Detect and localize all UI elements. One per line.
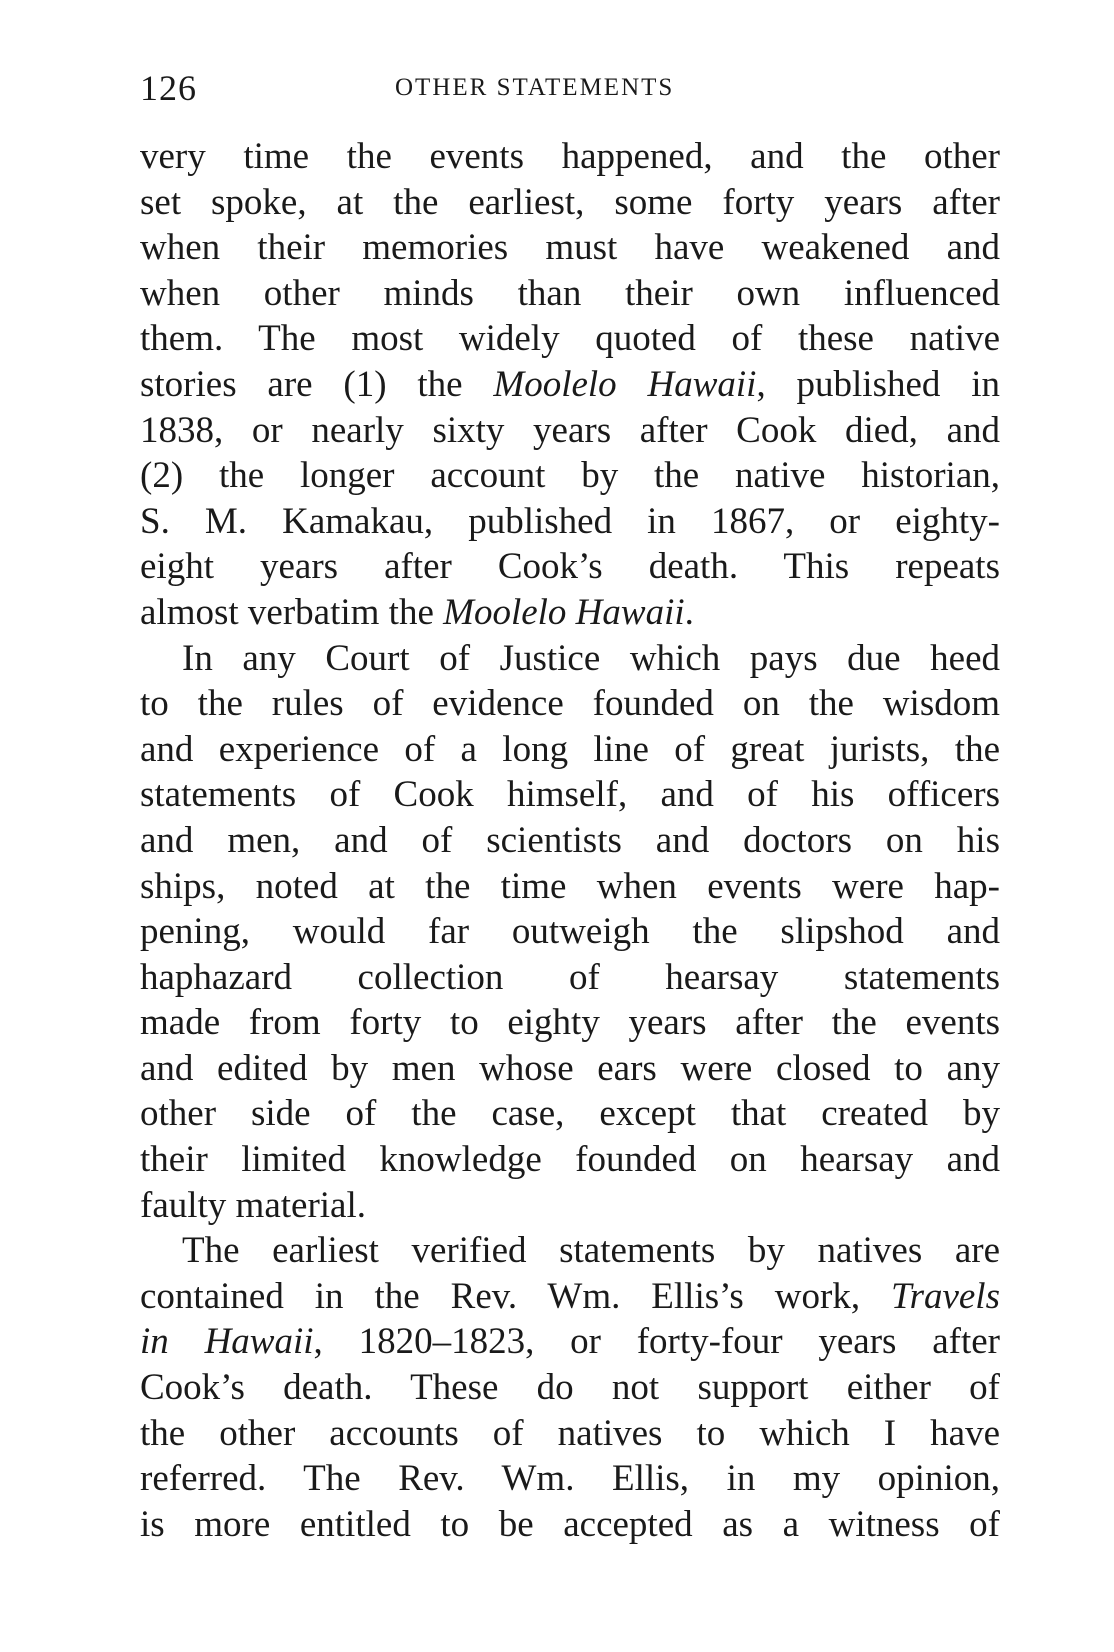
text-line: faulty material. xyxy=(140,1184,367,1226)
text-line: very time the events happened, and the other xyxy=(140,136,1000,177)
italic-title: Travels xyxy=(891,1275,1000,1317)
italic-title: Moolelo Hawaii xyxy=(493,363,757,405)
text-line: and edited by men whose ears were closed to any xyxy=(140,1047,1000,1089)
text-line: to the rules of evidence founded on the wisdom xyxy=(140,683,1000,725)
text-line: The earliest verified statements by natives are xyxy=(182,1230,1000,1272)
text-line: and men, and of scientists and doctors on his xyxy=(140,819,1000,861)
text-line: referred. The Rev. Wm. Ellis, in my opinion, xyxy=(140,1458,1000,1500)
text-line: and experience of a long line of great jurists, the xyxy=(140,728,1000,770)
text-line: eight years after Cook’s death. This repeats xyxy=(140,546,1000,588)
text-line: when their memories must have weakened and xyxy=(140,227,1000,269)
text-line: set spoke, at the earliest, some forty years after xyxy=(140,181,1000,223)
body-text xyxy=(140,134,1000,1547)
running-title: OTHER STATEMENTS xyxy=(395,74,675,101)
text-line: ships, noted at the time when events were hap- xyxy=(140,865,1000,907)
text-line: haphazard collection of hearsay statements xyxy=(140,956,1000,998)
text-line: their limited knowledge founded on hearsay and xyxy=(140,1139,1000,1181)
text-line: made from forty to eighty years after the events xyxy=(140,1002,1000,1044)
text-line: them. The most widely quoted of these native xyxy=(140,318,1000,360)
text-line: statements of Cook himself, and of his officers xyxy=(140,774,1000,816)
italic-title: Moolelo Hawaii xyxy=(443,591,685,633)
text-line: the other accounts of natives to which I have xyxy=(140,1412,1000,1454)
running-head xyxy=(140,66,1000,110)
paragraph-2 xyxy=(140,636,1000,1229)
italic-title: in Hawaii xyxy=(140,1321,314,1363)
text-line: S. M. Kamakau, published in 1867, or eighty- xyxy=(140,500,1000,542)
text-line: when other minds than their own influenced xyxy=(140,272,1000,314)
text-line: (2) the longer account by the native historian, xyxy=(140,455,1000,497)
text-line: In any Court of Justice which pays due heed xyxy=(182,637,1000,679)
page-number: 126 xyxy=(140,68,197,108)
text-line: stories are (1) the Moolelo Hawaii, published in xyxy=(140,363,1000,405)
text-line: in Hawaii, 1820–1823, or forty-four years after xyxy=(140,1321,1000,1363)
paragraph-3 xyxy=(140,1228,1000,1547)
text-line: other side of the case, except that created by xyxy=(140,1093,1000,1135)
paragraph-1 xyxy=(140,134,1000,636)
text-line: 1838, or nearly sixty years after Cook died, and xyxy=(140,409,1000,451)
text-line: almost verbatim the Moolelo Hawaii. xyxy=(140,591,694,633)
text-line: contained in the Rev. Wm. Ellis’s work, Travels xyxy=(140,1275,1000,1317)
text-line: is more entitled to be accepted as a witness of xyxy=(140,1503,1000,1545)
text-line: pening, would far outweigh the slipshod and xyxy=(140,911,1000,953)
text-line: Cook’s death. These do not support either of xyxy=(140,1367,1000,1409)
